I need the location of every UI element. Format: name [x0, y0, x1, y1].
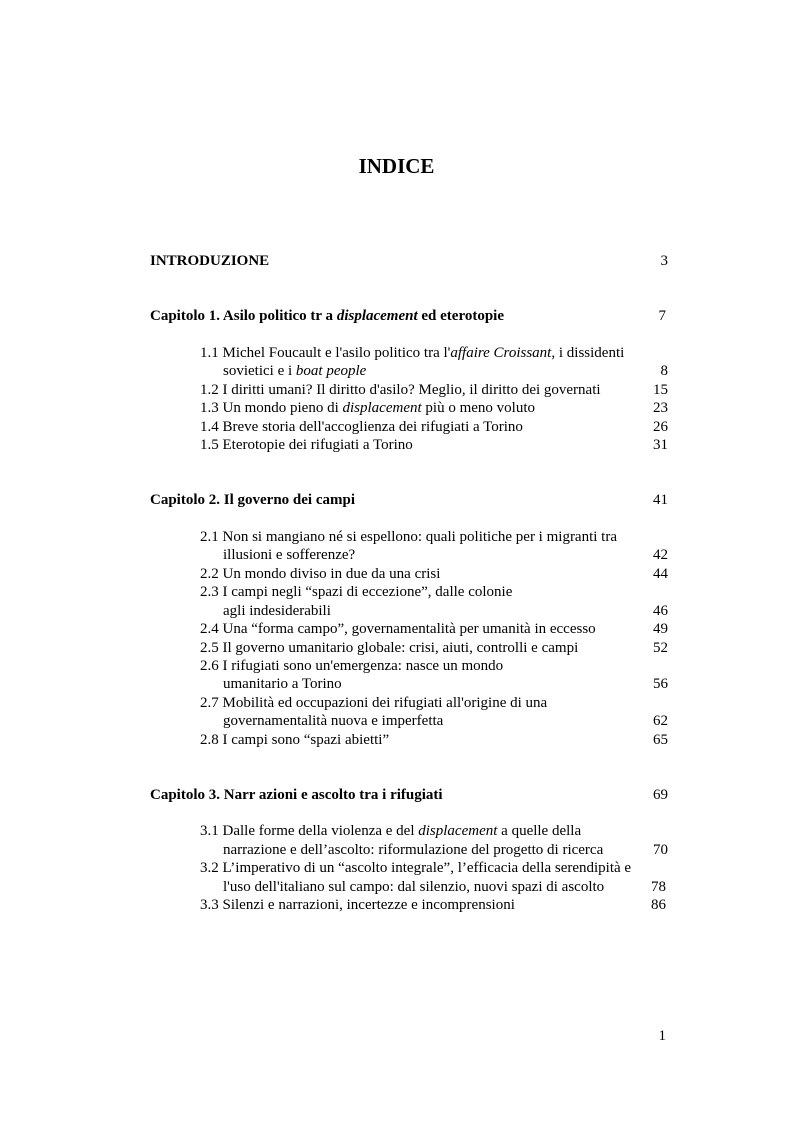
toc-section-2-6[interactable]: 2.6 I rifugiati sono un'emergenza: nasce un mondo: [200, 658, 504, 674]
page-number: 1: [658, 1028, 666, 1044]
toc-section-1-5[interactable]: 1.5 Eterotopie dei rifugiati a Torino: [200, 437, 413, 453]
toc-section-2-7-line2[interactable]: governamentalità nuova e imperfetta: [223, 713, 444, 729]
chapter-1-text-b: ed eterotopie: [417, 308, 505, 324]
toc-section-1-2-page: 15: [653, 382, 668, 398]
toc-section-3-2[interactable]: 3.2 L’imperativo di un “ascolto integrale”, l’efficacia della serendipità e: [200, 860, 632, 876]
section-1-1-text-b: , i dissidenti: [551, 345, 625, 361]
toc-section-1-1-page: 8: [660, 363, 668, 379]
chapter-1-em: displacement: [336, 308, 418, 324]
toc-section-1-3-page: 23: [653, 400, 668, 416]
toc-section-2-1-page: 42: [653, 547, 668, 563]
section-1-3-text-a: 1.3 Un mondo pieno di: [200, 400, 343, 416]
toc-section-1-4-page: 26: [653, 419, 668, 435]
toc-section-2-5-page: 52: [653, 640, 668, 656]
toc-chapter-3[interactable]: Capitolo 3. Narr azioni e ascolto tra i rifugiati: [150, 787, 443, 803]
toc-section-2-5[interactable]: 2.5 Il governo umanitario globale: crisi, aiuti, controlli e campi: [200, 640, 579, 656]
toc-section-1-1-line2[interactable]: [223, 362, 366, 380]
toc-chapter-1[interactable]: [150, 307, 504, 325]
toc-chapter-2-page: 41: [653, 492, 668, 508]
toc-chapter-2[interactable]: Capitolo 2. Il governo dei campi: [150, 492, 355, 508]
toc-section-1-4[interactable]: 1.4 Breve storia dell'accoglienza dei rifugiati a Torino: [200, 419, 523, 435]
toc-section-1-2[interactable]: 1.2 I diritti umani? Il diritto d'asilo? Meglio, il diritto dei governati: [200, 382, 601, 398]
toc-section-2-2[interactable]: 2.2 Un mondo diviso in due da una crisi: [200, 566, 441, 582]
toc-section-3-1-page: 70: [653, 842, 668, 858]
section-3-1-text-b: a quelle della: [497, 823, 582, 839]
toc-section-2-3-line2[interactable]: agli indesiderabili: [223, 603, 331, 619]
toc-section-2-4-page: 49: [653, 621, 668, 637]
toc-introduzione-page: 3: [660, 253, 668, 269]
section-3-1-em: displacement: [418, 823, 498, 839]
page-title: INDICE: [358, 154, 435, 178]
toc-section-2-1-line2[interactable]: illusioni e sofferenze?: [223, 547, 356, 563]
toc-section-3-2-line2[interactable]: l'uso dell'italiano sul campo: dal silenzio, nuovi spazi di ascolto: [223, 879, 605, 895]
toc-section-1-1[interactable]: [200, 344, 624, 362]
toc-section-2-6-page: 56: [653, 676, 668, 692]
toc-section-2-2-page: 44: [653, 566, 668, 582]
section-1-1-em: affaire Croissant: [450, 345, 552, 361]
toc-section-2-3[interactable]: 2.3 I campi negli “spazi di eccezione”, dalle colonie: [200, 584, 513, 600]
toc-chapter-1-page: 7: [658, 308, 666, 324]
toc-section-1-5-page: 31: [653, 437, 668, 453]
toc-section-2-7[interactable]: 2.7 Mobilità ed occupazioni dei rifugiati all'origine di una: [200, 695, 548, 711]
toc-section-3-1[interactable]: [200, 822, 581, 840]
section-1-3-em: displacement: [342, 400, 422, 416]
toc-introduzione[interactable]: INTRODUZIONE: [150, 253, 270, 269]
section-1-1-line2-em: boat people: [295, 363, 367, 379]
section-3-1-text-a: 3.1 Dalle forme della violenza e del: [200, 823, 419, 839]
toc-chapter-3-page: 69: [653, 787, 668, 803]
toc-section-2-7-page: 62: [653, 713, 668, 729]
toc-section-3-1-line2[interactable]: narrazione e dell’ascolto: riformulazione del progetto di ricerca: [223, 842, 604, 858]
toc-section-2-6-line2[interactable]: umanitario a Torino: [223, 676, 342, 692]
toc-section-3-3-page: 86: [651, 897, 666, 913]
toc-section-3-2-page: 78: [651, 879, 666, 895]
toc-section-2-8-page: 65: [653, 732, 668, 748]
toc-section-2-8[interactable]: 2.8 I campi sono “spazi abietti”: [200, 732, 390, 748]
section-1-3-text-b: più o meno voluto: [421, 400, 535, 416]
toc-section-2-3-page: 46: [653, 603, 668, 619]
toc-section-2-1[interactable]: 2.1 Non si mangiano né si espellono: quali politiche per i migranti tra: [200, 529, 617, 545]
toc-section-3-3[interactable]: 3.3 Silenzi e narrazioni, incertezze e incomprensioni: [200, 897, 515, 913]
toc-section-1-3[interactable]: [200, 399, 535, 417]
section-1-1-text-a: 1.1 Michel Foucault e l'asilo politico tra l': [200, 345, 451, 361]
chapter-1-text-a: Capitolo 1. Asilo politico tr a: [150, 308, 337, 324]
section-1-1-line2-text: sovietici e i: [223, 363, 296, 379]
toc-section-2-4[interactable]: 2.4 Una “forma campo”, governamentalità per umanità in eccesso: [200, 621, 596, 637]
